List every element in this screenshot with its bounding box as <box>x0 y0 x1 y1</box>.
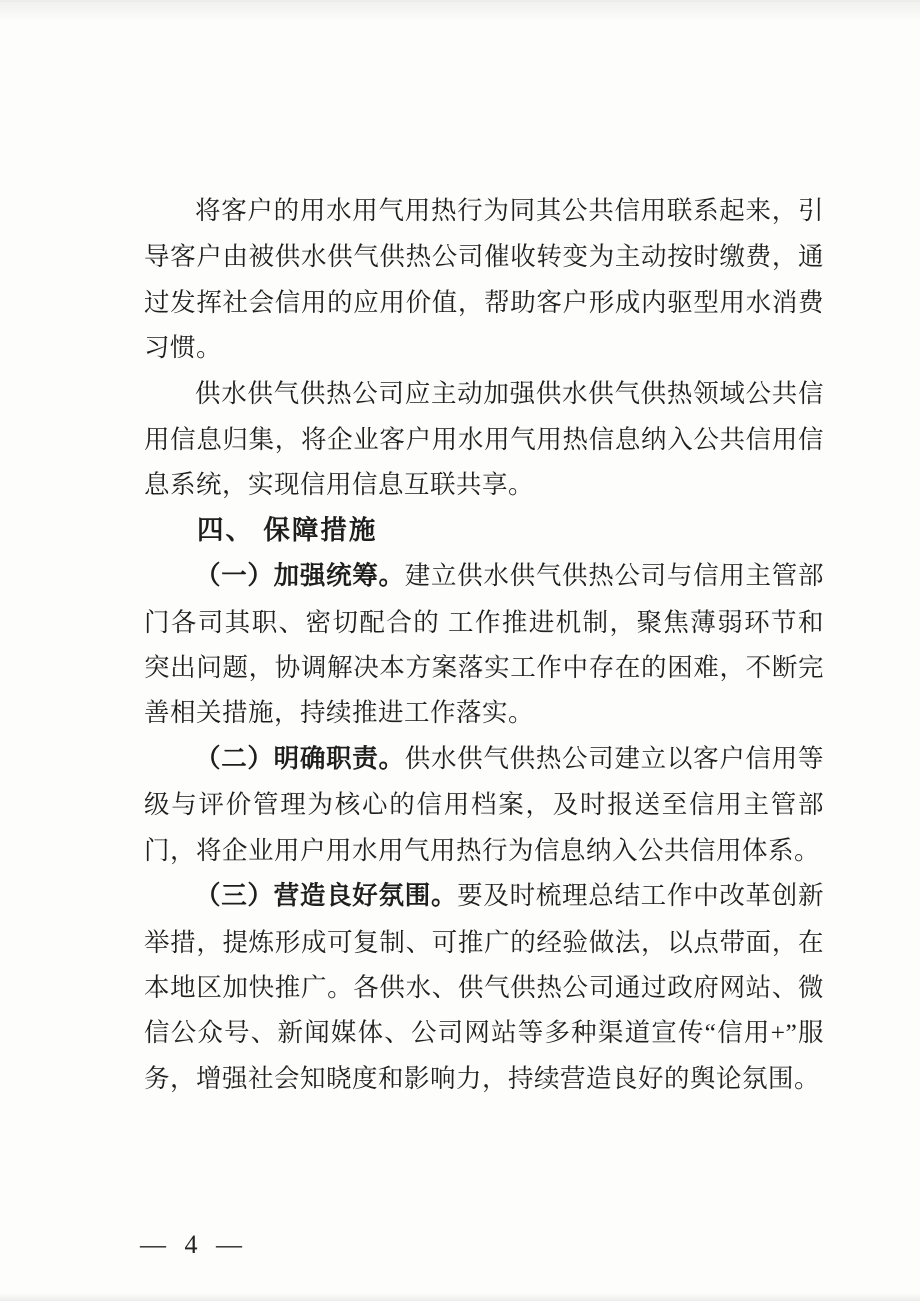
document-content <box>144 188 824 1101</box>
paragraph-4-text: 供水供气供热公司建立以客户信用等级与评价管理为核心的信用档案，及时报送至信用主管部门，将企业用户用水用气用热行为信息纳入公共信用体系。 <box>144 743 824 865</box>
scan-artifact-top <box>0 0 920 22</box>
paragraph-2 <box>144 371 824 508</box>
paragraph-5-lead: （三）营造良好氛围。 <box>195 882 458 911</box>
page-number: — 4 — <box>140 1230 248 1259</box>
scan-artifact-bottom <box>0 1293 920 1301</box>
paragraph-4-lead: （二）明确职责。 <box>195 744 405 773</box>
paragraph-3-lead: （一）加强统筹。 <box>195 562 405 591</box>
paragraph-1-text: 将客户的用水用气用热行为同其公共信用联系起来，引导客户由被供水供气供热公司催收转变为主动按时缴费，通过发挥社会信用的应用价值，帮助客户形成内驱型用水消费习惯。 <box>144 196 824 363</box>
paragraph-2-text: 供水供气供热公司应主动加强供水供气供热领域公共信用信息归集，将企业客户用水用气用热信息纳入公共信用信息系统，实现信用信息互联共享。 <box>144 378 824 500</box>
paragraph-3-text: 建立供水供气供热公司与信用主管部门各司其职、密切配合的 工作推进机制，聚焦薄弱环节和突出问题，协调解决本方案落实工作中存在的困难，不断完善相关措施，持续推进工作落实。 <box>144 561 824 728</box>
section-heading: 四、 保障措施 <box>197 514 378 545</box>
paragraph-1 <box>144 188 824 371</box>
paragraph-4 <box>144 736 824 873</box>
paragraph-3 <box>144 553 824 736</box>
paragraph-5 <box>144 873 824 1101</box>
paragraph-5-text: 要及时梳理总结工作中改革创新举措，提炼形成可复制、可推广的经验做法，以点带面，在本地区加快推广。各供水、供气供热公司通过政府网站、微信公众号、新闻媒体、公司网站等多种渠道宣传“信用+”服务，增强社会知晓度和影响力，持续营造良好的舆论氛围。 <box>144 881 824 1093</box>
